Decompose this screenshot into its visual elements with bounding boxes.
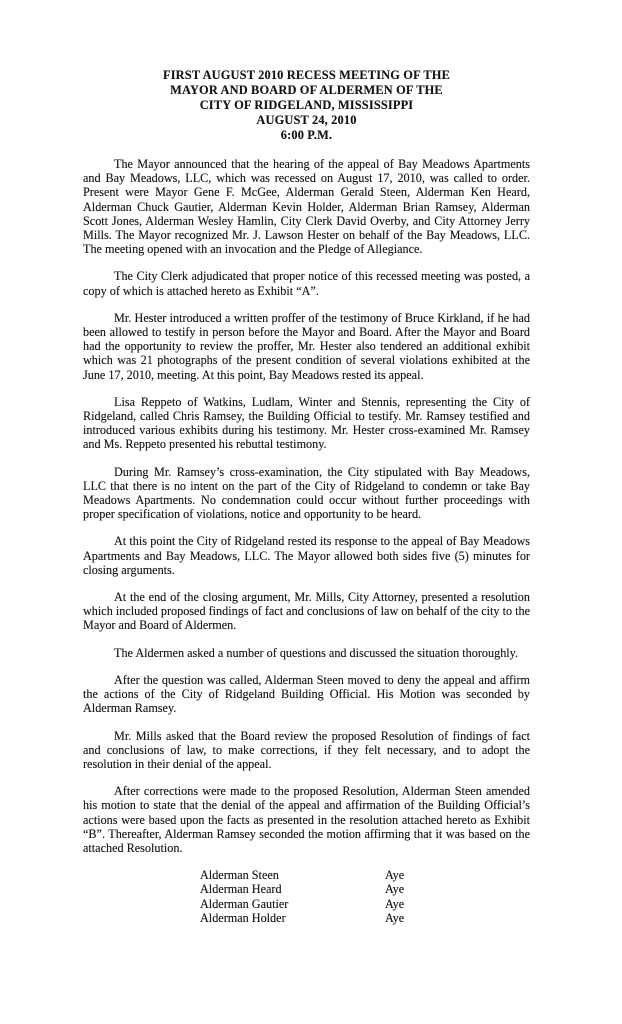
document-body: [83, 157, 530, 855]
title-line-meeting: FIRST AUGUST 2010 RECESS MEETING OF THE: [162, 68, 450, 82]
vote-value: Aye: [385, 868, 405, 883]
title-line-city: CITY OF RIDGELAND, MISSISSIPPI: [199, 98, 414, 112]
vote-alderman-name: Alderman Steen: [200, 868, 279, 883]
vote-row-holder: [200, 911, 530, 925]
document-content: [83, 68, 530, 925]
vote-row-gautier: [200, 897, 530, 911]
vote-value: Aye: [385, 896, 405, 911]
vote-roll-call: [83, 868, 530, 925]
paragraph-steen-motion: After the question was called, Alderman Steen moved to deny the appeal and affirm the actions of the City of Ridgeland Building Official. His Motion was seconded by Alderman Ramsey.: [83, 672, 530, 716]
paragraph-city-stipulation: During Mr. Ramsey’s cross-examination, the City stipulated with Bay Meadows, LLC that there is no intent on the part of the City of Ridgeland to condemn or take Bay Meadows Apartments. No condemnation could occur without further proceedings with proper specification of violations, notice and opportunity to be heard.: [83, 464, 530, 522]
vote-alderman-name: Alderman Gautier: [200, 896, 289, 911]
paragraph-board-review: Mr. Mills asked that the Board review the proposed Resolution of findings of fact and conclusions of law, to make corrections, if they felt necessary, and to adopt the resolution in their denial of the appeal.: [83, 728, 530, 771]
vote-value: Aye: [385, 910, 405, 925]
paragraph-notice-posted: The City Clerk adjudicated that proper notice of this recessed meeting was posted, a copy of which is attached hereto as Exhibit “A”.: [83, 269, 530, 298]
paragraph-amended-motion: After corrections were made to the proposed Resolution, Alderman Steen amended his motion to state that the denial of the appeal and affirmation of the Building Official’s actions were based upon the facts as presented in the resolution attached hereto as Exhibit “B”. Thereafter, Alderman Ramsey seconded the motion affirming that it was based on the attached Resolution.: [83, 784, 530, 855]
vote-value: Aye: [385, 882, 405, 897]
title-line-time: 6:00 P.M.: [280, 128, 333, 142]
paragraph-mills-resolution: At the end of the closing argument, Mr. Mills, City Attorney, presented a resolution which included proposed findings of fact and conclusions of law on behalf of the city to the Mayor and Board of Aldermen.: [83, 590, 530, 633]
title-line-date: AUGUST 24, 2010: [256, 113, 357, 127]
vote-row-steen: [200, 868, 530, 882]
vote-alderman-name: Alderman Holder: [200, 910, 286, 925]
paragraph-call-to-order: The Mayor announced that the hearing of the appeal of Bay Meadows Apartments and Bay Meadows, LLC, which was recessed on August 17, 2010, was called to order. Present were Mayor Gene F. McGee, Alderman Gerald Steen, Alderman Ken Heard, Alderman Chuck Gautier, Alderman Kevin Holder, Alderman Brian Ramsey, Alderman Scott Jones, Alderman Wesley Hamlin, City Clerk David Overby, and City Attorney Jerry Mills. The Mayor recognized Mr. J. Lawson Hester on behalf of the Bay Meadows, LLC. The meeting opened with an invocation and the Pledge of Allegiance.: [83, 157, 530, 257]
vote-alderman-name: Alderman Heard: [200, 882, 282, 897]
title-line-board: MAYOR AND BOARD OF ALDERMEN OF THE: [170, 83, 443, 97]
document-title-block: [83, 68, 530, 143]
paragraph-hester-proffer: Mr. Hester introduced a written proffer of the testimony of Bruce Kirkland, if he had been allowed to testify in person before the Mayor and Board. After the Mayor and Board had the opportunity to review the proffer, Mr. Hester also tendered an additional exhibit which was 21 photographs of the present condition of several violations exhibited at the June 17, 2010, meeting. At this point, Bay Meadows rested its appeal.: [83, 310, 530, 382]
paragraph-aldermen-questions: The Aldermen asked a number of questions and discussed the situation thoroughly.: [114, 645, 519, 660]
paragraph-city-rested: At this point the City of Ridgeland rested its response to the appeal of Bay Meadows Apartments and Bay Meadows, LLC. The Mayor allowed both sides five (5) minutes for closing arguments.: [83, 534, 530, 577]
paragraph-reppeto-testimony: Lisa Reppeto of Watkins, Ludlam, Winter and Stennis, representing the City of Ridgeland, called Chris Ramsey, the Building Official to testify. Mr. Ramsey testified and introduced various exhibits during his testimony. Mr. Hester cross-examined Mr. Ramsey and Ms. Reppeto presented his rebuttal testimony.: [83, 394, 530, 452]
vote-row-heard: [200, 882, 530, 896]
